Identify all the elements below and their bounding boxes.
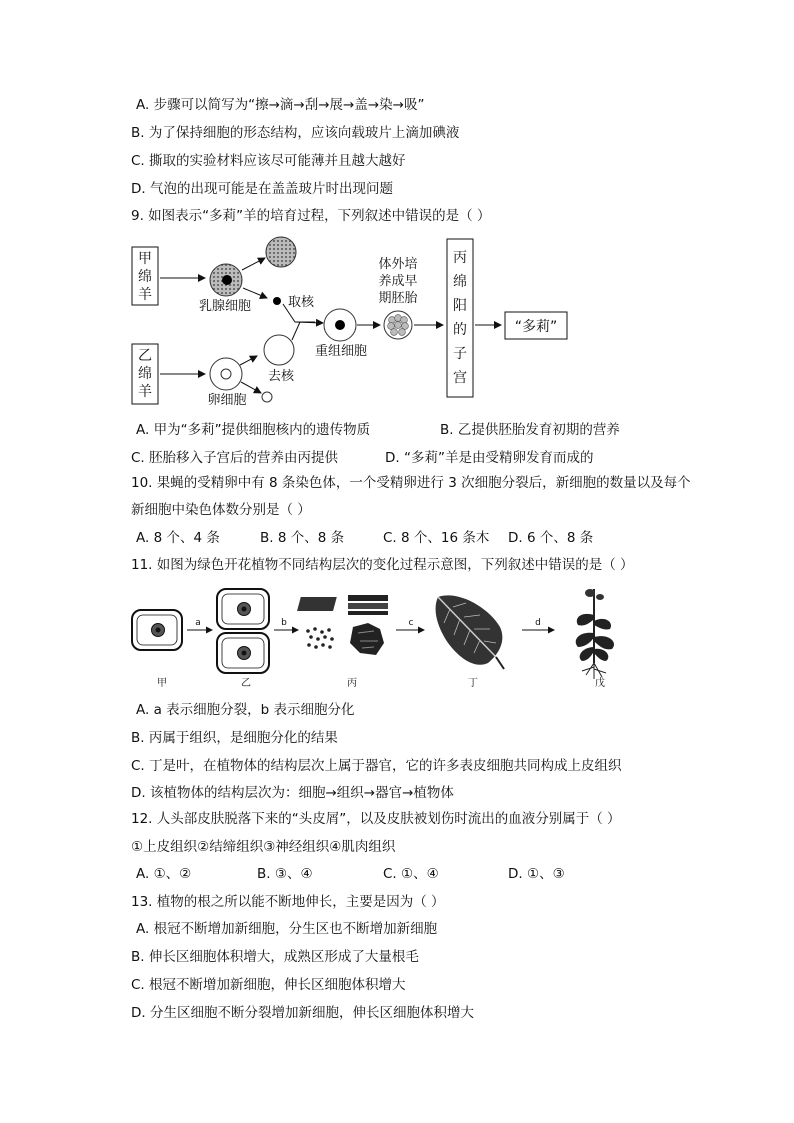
label-bing: 丙 [347,678,357,689]
divided-cell [266,237,296,267]
arrow-c-label: c [408,618,414,628]
q13-option-d: D. 分生区细胞不断分裂增加新细胞，伸长区细胞体积增大 [131,1005,474,1021]
q13-option-c: C. 根冠不断增加新细胞，伸长区细胞体积增大 [131,977,406,993]
plant-structure-diagram [128,585,628,693]
q12-option-d: D. ①、③ [508,866,565,882]
take-nucleus-label: 取核 [288,295,315,310]
q11-option-a: A. a 表示细胞分裂，b 表示细胞分化 [136,702,355,718]
surrogate-char-5: 子 [453,346,467,362]
remove-nucleus-label: 去核 [267,369,295,384]
q13-option-a: A. 根冠不断增加新细胞，分生区也不断增加新细胞 [136,921,438,937]
q8-option-a: A. 步骤可以简写为“擦→滴→刮→展→盖→染→吸” [136,97,425,113]
culture-label-1: 体外培 [378,257,418,272]
sheep-a-char-2: 绵 [138,269,152,285]
egg-cell-label: 卵细胞 [207,393,247,408]
q10-option-d: D. 6 个、8 条 [508,530,594,546]
whole-plant-illustration [576,589,614,679]
q12-option-c: C. ①、④ [383,866,439,882]
surrogate-char-1: 丙 [453,250,467,266]
sheep-a-char-3: 羊 [138,287,152,303]
q10-option-a: A. 8 个、4 条 [136,530,220,546]
q11-option-c: C. 丁是叶，在植物体的结构层次上属于器官，它的许多表皮细胞共同构成上皮组织 [131,758,622,774]
q8-option-c: C. 撕取的实验材料应该尽可能薄并且越大越好 [131,153,406,169]
label-yi: 乙 [241,678,251,689]
egg-cell-nucleus [221,369,231,379]
q10-option-c: C. 8 个、16 条木 [383,530,490,546]
sheep-b-char-1: 乙 [138,348,152,364]
donor-nucleus [273,297,281,305]
q11-stem: 11. 如图为绿色开花植物不同结构层次的变化过程示意图，下列叙述中错误的是（ ） [131,557,634,573]
q9-option-c: C. 胚胎移入子宫后的营养由丙提供 [131,450,339,466]
q9-stem: 9. 如图表示“多莉”羊的培育过程，下列叙述中错误的是（ ） [131,208,491,224]
leaf-illustration [436,595,504,669]
q12-stem: 12. 人头部皮肤脱落下来的“头皮屑”，以及皮肤被划伤时流出的血液分别属于（ ） [131,811,621,827]
recombined-cell-label: 重组细胞 [314,344,368,359]
sheep-b-char-2: 绵 [138,366,152,382]
arrow-d-label: d [535,618,541,628]
dolly-label: “多莉” [514,319,558,335]
q12-option-a: A. ①、② [136,866,192,882]
surrogate-char-2: 绵 [453,274,467,290]
recombined-cell-nucleus [335,320,345,330]
label-jia: 甲 [157,678,167,689]
enucleated-egg [264,335,294,365]
q11-option-d: D. 该植物体的结构层次为：细胞→组织→器官→植物体 [131,785,454,801]
q10-option-b: B. 8 个、8 条 [260,530,345,546]
dolly-cloning-diagram [125,232,605,412]
surrogate-char-6: 宫 [453,370,467,386]
q10-stem-line1: 10. 果蝇的受精卵中有 8 条染色体，一个受精卵进行 3 次细胞分裂后，新细胞的数量以及每个 [131,475,691,491]
q10-stem-line2: 新细胞中染色体数分别是（ ） [131,502,311,518]
label-ding: 丁 [468,678,478,689]
mammary-cell-nucleus [222,275,232,285]
q11-option-b: B. 丙属于组织，是细胞分化的结果 [131,730,338,746]
q9-option-d: D. “多莉”羊是由受精卵发育而成的 [385,450,594,466]
arrow-a-label: a [195,618,201,628]
q9-option-a: A. 甲为“多莉”提供细胞核内的遗传物质 [136,422,371,438]
sheep-a-char-1: 甲 [138,251,152,267]
q8-option-d: D. 气泡的出现可能是在盖盖玻片时出现问题 [131,181,393,197]
q13-stem: 13. 植物的根之所以能不断地伸长，主要是因为（ ） [131,894,445,910]
culture-label-3: 期胚胎 [378,291,418,306]
q9-option-b: B. 乙提供胚胎发育初期的营养 [440,422,620,438]
q12-option-b: B. ③、④ [257,866,313,882]
removed-nucleus [262,392,272,402]
mammary-cell-label: 乳腺细胞 [198,299,252,314]
q12-choices: ①上皮组织②结缔组织③神经组织④肌肉组织 [131,839,396,855]
sheep-b-char-3: 羊 [138,384,152,400]
tissue-group [297,595,388,655]
surrogate-char-3: 阳 [453,298,467,314]
arrow-b-label: b [281,618,287,628]
surrogate-char-4: 的 [453,322,467,338]
q8-option-b: B. 为了保持细胞的形态结构，应该向载玻片上滴加碘液 [131,125,460,141]
q13-option-b: B. 伸长区细胞体积增大，成熟区形成了大量根毛 [131,949,419,965]
culture-label-2: 养成早 [378,274,418,289]
label-wu: 戊 [595,678,605,689]
